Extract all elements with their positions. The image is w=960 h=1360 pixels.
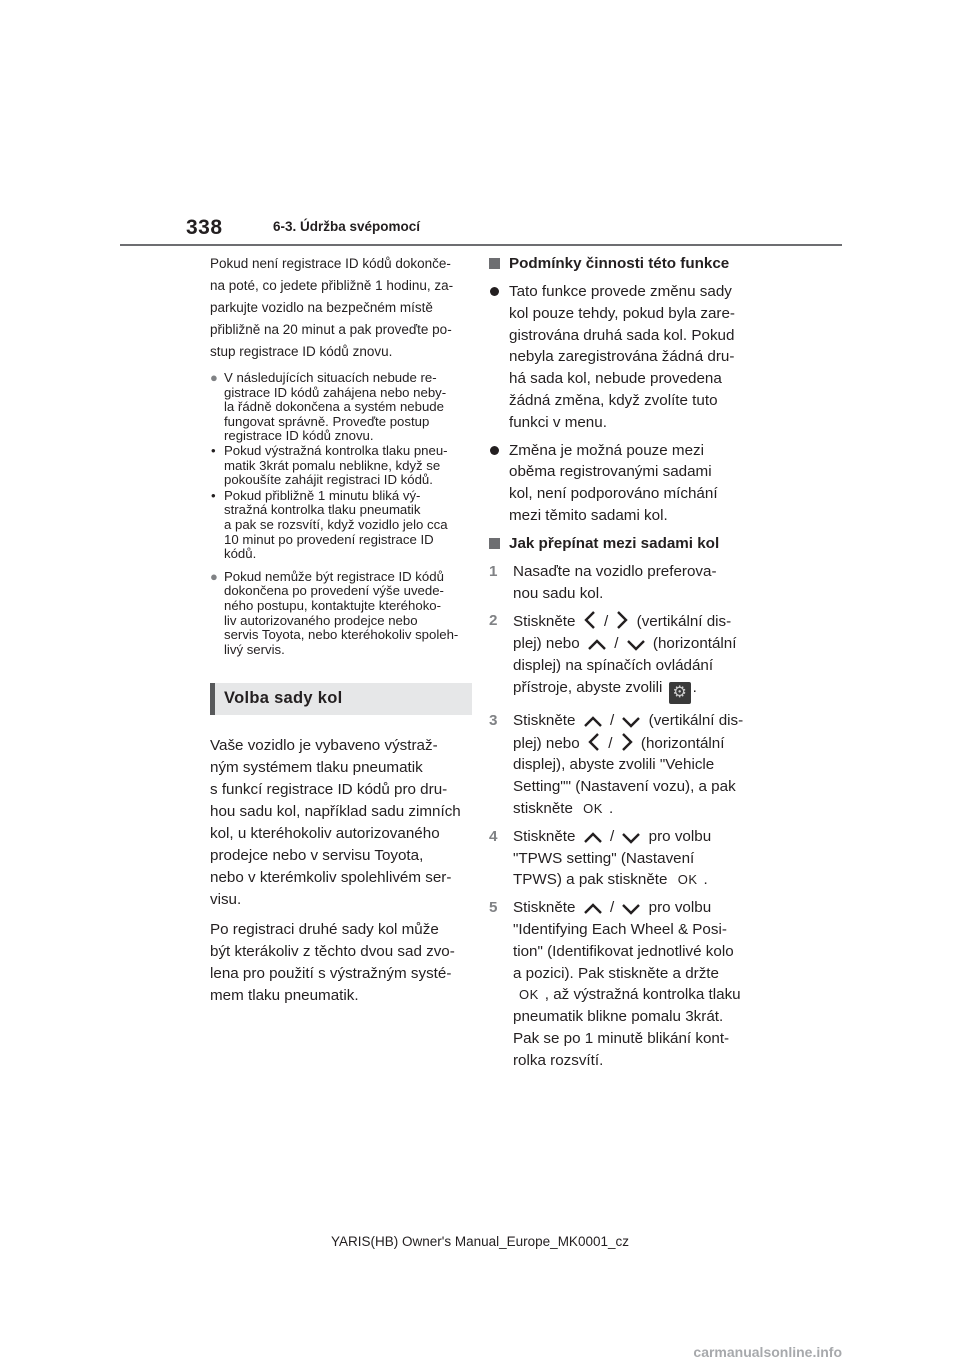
step-1: 1 Nasaďte na vozidlo preferova- nou sadu kol. (489, 562, 717, 602)
intro-paragraph: Pokud není registrace ID kódů dokonče- na poté, co jedete přibližně 1 hodinu, za- parkujte vozidlo na bezpečném místě přibližně na 20 minut a pak proveďte po- stup registrace ID kódů znovu. (210, 256, 454, 359)
section-title: 6-3. Údržba svépomocí (273, 219, 421, 234)
page-number: 338 (186, 216, 223, 239)
square-bullet-icon (489, 538, 500, 549)
right-column (489, 253, 759, 1078)
bullet-item: Změna je možná pouze mezi oběma registrovanými sadami kol, není podporováno míchání mezi těmito sadami kol. (489, 440, 759, 527)
step-5: 5 Stiskněte / pro volbu "Identifying Each Wheel & Posi- tion" (Identifikovat jednotlivé kolo a pozici). Pak stiskněte a držte OK , až výstražná kontrolka tlaku pneumatik blikne pomalu 3krát. Pak se po 1 minutě blikání kont- rolka rozsvítí. (489, 899, 741, 1069)
chevron-up-icon (583, 902, 603, 916)
subheading: Podmínky činnosti této funkce (489, 253, 759, 275)
ok-icon: OK (583, 800, 603, 816)
sub-bullet-item: • Pokud přibližně 1 minutu bliká vý- stražná kontrolka tlaku pneumatik a pak se rozsvítí, když vozidlo jelo cca 10 minut po provedení registrace ID kódů. (211, 487, 448, 562)
note-item: ● V následujících situacích nebude re- gistrace ID kódů zahájena nebo neby- la řádně dokončena a systém nebude fungovat správně. Proveďte postup registrace ID kódů znovu. • Pokud výstražná kontrolka tlaku pneu- matik 3krát pomalu neblikne, když se pokoušíte zahájit registraci ID kódů. • Pokud přibližně 1 minutu bliká vý- stražná kontrolka tlaku pneumatik a pak se rozsvítí, když vozidlo jelo cca 10 minut po provedení registrace ID kódů. (210, 371, 472, 562)
chevron-down-icon (621, 715, 641, 729)
chevron-down-icon (621, 902, 641, 916)
chevron-right-icon (615, 610, 629, 630)
body-paragraph: Vaše vozidlo je vybaveno výstraž- ným systémem tlaku pneumatik s funkcí registrace ID kódů pro dru- hou sadu kol, například sadu zimních kol, u kteréhokoliv autorizovaného prodejce nebo v servisu Toyota, nebo v kterémkoliv spolehlivém ser- visu. (210, 737, 461, 909)
chevron-up-icon (583, 715, 603, 729)
subheading: Jak přepínat mezi sadami kol (489, 533, 759, 555)
watermark: carmanualsonline.info (693, 1344, 842, 1360)
chevron-down-icon (621, 831, 641, 845)
header-rule (120, 244, 842, 246)
ok-icon: OK (519, 987, 539, 1003)
step-2: 2 Stiskněte / (vertikální dis- plej) nebo / (horizontální displej) na spínačích ovládání přístroje, abyste zvolili ⚙ . (489, 610, 759, 703)
chevron-right-icon (620, 732, 634, 752)
body-paragraph: Po registraci druhé sady kol může být kterákoliv z těchto dvou sad zvo- lena pro použití s výstražným systé- mem tlaku pneumatik. (210, 921, 455, 1005)
sub-bullet-item: • Pokud výstražná kontrolka tlaku pneu- matik 3krát pomalu neblikne, když se pokoušíte zahájit registraci ID kódů. (211, 442, 448, 488)
circle-bullet-icon: ● (210, 568, 218, 584)
step-4: 4 Stiskněte / pro volbu "TPWS setting" (Nastavení TPWS) a pak stiskněte OK . (489, 826, 759, 891)
chevron-down-icon (626, 638, 646, 652)
square-bullet-icon (489, 258, 500, 269)
footer: YARIS(HB) Owner's Manual_Europe_MK0001_cz (331, 1234, 629, 1249)
gear-icon: ⚙ (669, 682, 691, 704)
ok-icon: OK (677, 872, 698, 888)
step-3: 3 Stiskněte / (vertikální dis- plej) nebo / (horizontální displej), abyste zvolili "Vehicle Setting"" (Nastavení vozu), a pak stiskněte OK . (489, 710, 759, 820)
section-heading: Volba sady kol (210, 683, 472, 715)
note-item: ● Pokud nemůže být registrace ID kódů dokončena po provedení výše uvede- ného postupu, kontaktujte kteréhoko- liv autorizovaného prodejce nebo servis Toyota, nebo kteréhokoliv spoleh- livý servis. (210, 568, 459, 657)
bullet-item: Tato funkce provede změnu sady kol pouze tehdy, pokud byla zare- gistrována druhá sada kol. Pokud nebyla zaregistrována žádná dru- há sada kol, nebude provedena žádná změna, když zvolíte tuto funkci v menu. (489, 281, 759, 434)
chevron-up-icon (583, 831, 603, 845)
left-column (210, 253, 472, 1015)
chevron-up-icon (587, 638, 607, 652)
bullet-dot-icon (490, 287, 499, 296)
chevron-left-icon (583, 610, 597, 630)
chevron-left-icon (587, 732, 601, 752)
circle-bullet-icon: ● (210, 370, 218, 385)
bullet-dot-icon (490, 446, 499, 455)
